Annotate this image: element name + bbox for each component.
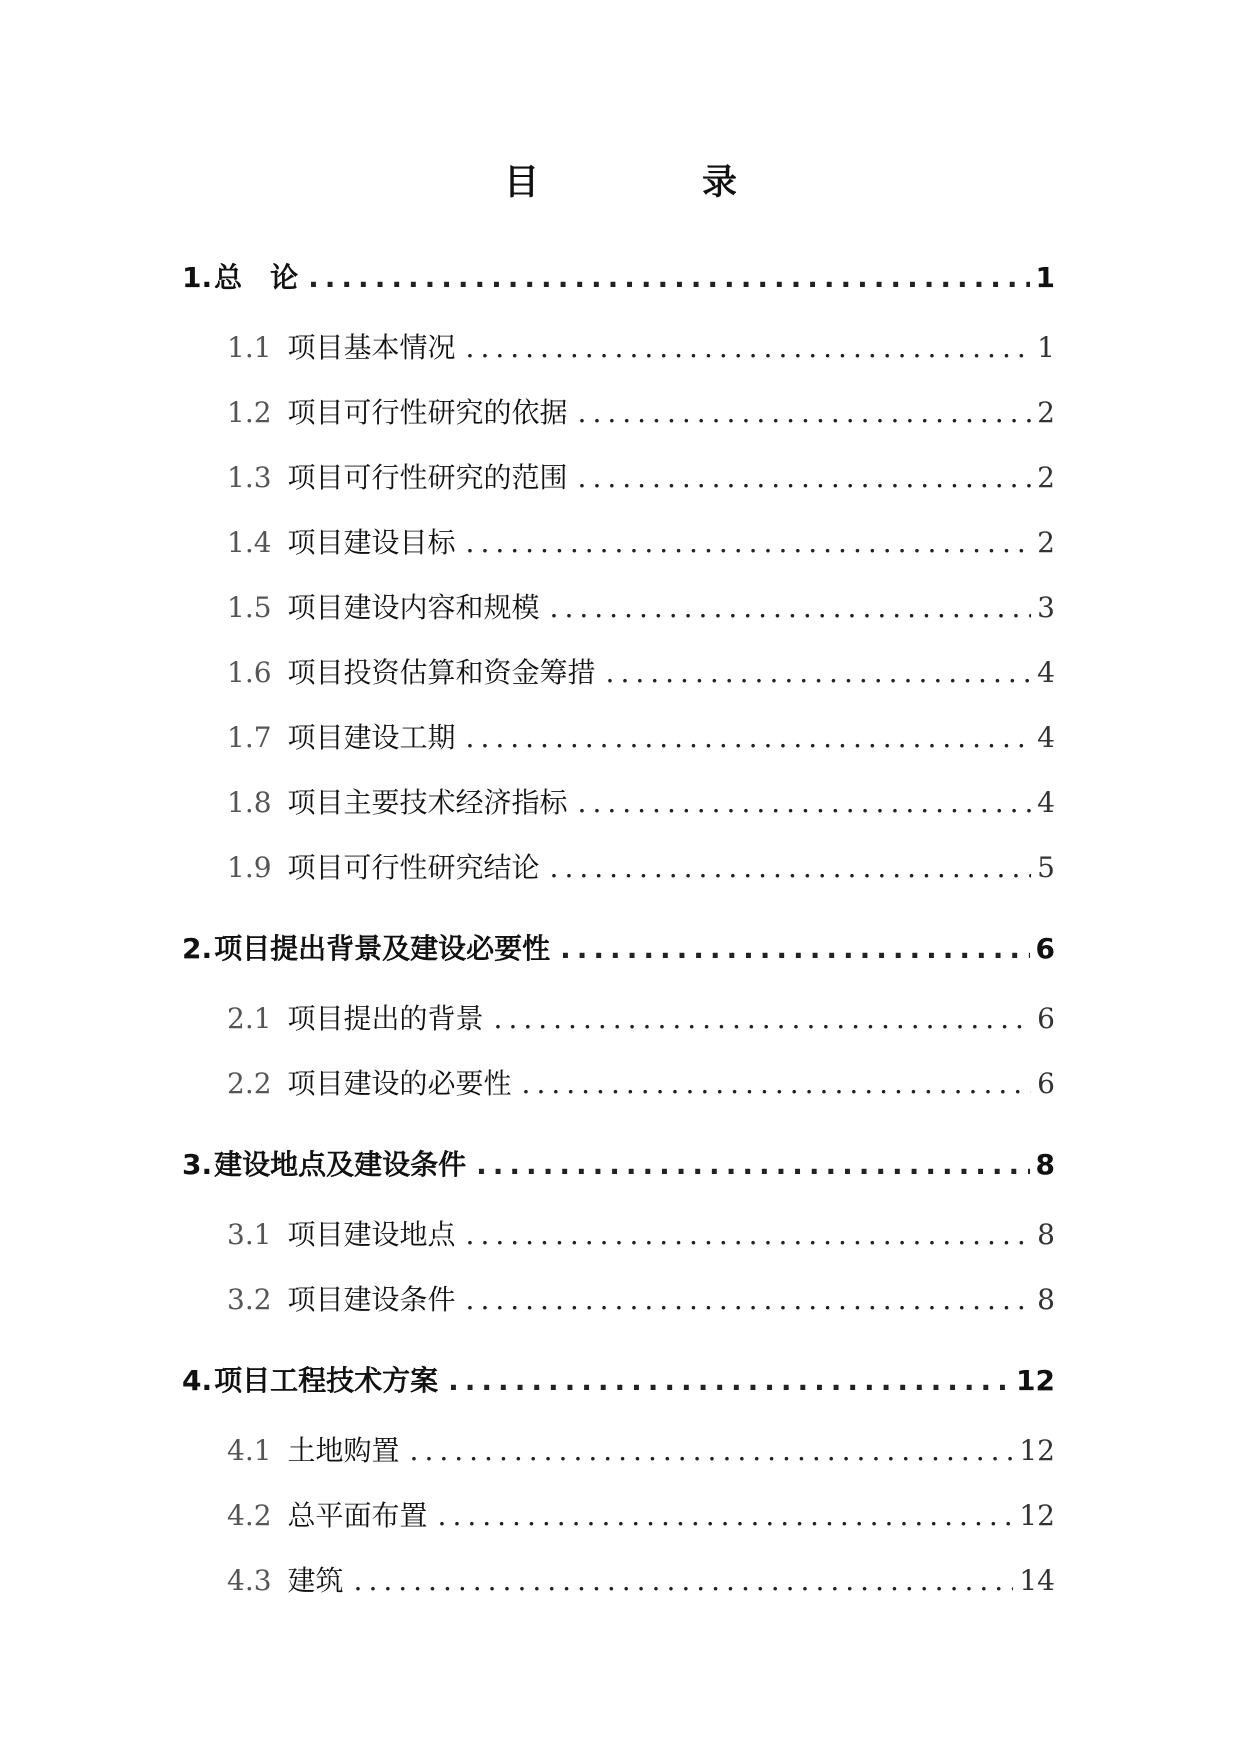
toc-entry-number: 1.8 [227, 786, 272, 819]
toc-title: 目 录 [503, 163, 801, 203]
dot-leader [466, 1215, 1032, 1255]
toc-entry-page: 8 [1037, 1283, 1055, 1316]
toc-entry-text: 项目建设地点 [287, 1218, 456, 1251]
toc-entry-1-8[interactable] [227, 783, 1055, 823]
toc-entry-text: 项目建设内容和规模 [287, 591, 540, 624]
toc-entry-2-2[interactable] [227, 1064, 1055, 1104]
dot-leader [308, 258, 1029, 298]
toc-entry-number: 1.6 [227, 656, 272, 689]
toc-entry-text: 建筑 [287, 1564, 344, 1597]
toc-entry-1-1[interactable] [227, 328, 1055, 368]
toc-entry-text: 项目主要技术经济指标 [287, 786, 568, 819]
toc-entry-number: 1.9 [227, 851, 272, 884]
toc-entry-number: 3. [182, 1148, 213, 1181]
dot-leader [578, 783, 1032, 823]
toc-entry-page: 5 [1037, 851, 1055, 884]
toc-entry-page: 8 [1037, 1218, 1055, 1251]
toc-entry-1-4[interactable] [227, 523, 1055, 563]
toc-entry-number: 1. [182, 261, 213, 294]
dot-leader [606, 653, 1032, 693]
toc-entry-page: 4 [1037, 786, 1055, 819]
toc-entry-number: 3.2 [227, 1283, 272, 1316]
toc-entry-1-6[interactable] [227, 653, 1055, 693]
toc-entry-page: 2 [1037, 461, 1055, 494]
toc-entry-number: 2.2 [227, 1067, 272, 1100]
toc-entry-number: 4.3 [227, 1564, 272, 1597]
dot-leader [494, 999, 1032, 1039]
toc-entry-2-1[interactable] [227, 999, 1055, 1039]
toc-entry-page: 1 [1035, 261, 1055, 294]
toc-entry-text: 总 论 [214, 261, 299, 294]
toc-entry-text: 建设地点及建设条件 [214, 1148, 467, 1181]
toc-entry-page: 8 [1035, 1148, 1055, 1181]
toc-entry-number: 2. [182, 932, 213, 965]
toc-entry-text: 项目可行性研究的范围 [287, 461, 568, 494]
dot-leader [550, 588, 1032, 628]
dot-leader [476, 1145, 1029, 1185]
toc-entry-number: 1.3 [227, 461, 272, 494]
toc-entry-text: 项目基本情况 [287, 331, 456, 364]
toc-entry-page: 4 [1037, 721, 1055, 754]
toc-entry-4-2[interactable] [227, 1496, 1055, 1536]
toc-entry-number: 1.1 [227, 331, 272, 364]
toc-entry-page: 6 [1035, 932, 1055, 965]
toc-entry-text: 项目建设的必要性 [287, 1067, 512, 1100]
toc-entry-text: 项目提出的背景 [287, 1002, 484, 1035]
toc-entry-page: 6 [1037, 1002, 1055, 1035]
toc-entry-number: 1.5 [227, 591, 272, 624]
dot-leader [466, 718, 1032, 758]
dot-leader [550, 848, 1032, 888]
toc-entry-page: 3 [1037, 591, 1055, 624]
dot-leader [578, 393, 1032, 433]
toc-entry-number: 3.1 [227, 1218, 272, 1251]
dot-leader [560, 929, 1029, 969]
toc-entry-text: 项目建设工期 [287, 721, 456, 754]
toc-entry-3-2[interactable] [227, 1280, 1055, 1320]
toc-entry-number: 2.1 [227, 1002, 272, 1035]
dot-leader [410, 1431, 1014, 1471]
toc-entry-page: 14 [1019, 1564, 1055, 1597]
toc-entry-number: 4. [182, 1364, 213, 1397]
toc-entry-text: 项目可行性研究的依据 [287, 396, 568, 429]
toc-entry-page: 4 [1037, 656, 1055, 689]
toc-entry-number: 4.1 [227, 1434, 272, 1467]
dot-leader [448, 1361, 1010, 1401]
toc-entry-1-5[interactable] [227, 588, 1055, 628]
toc-entry-1-7[interactable] [227, 718, 1055, 758]
toc-entry-page: 12 [1019, 1434, 1055, 1467]
toc-entry-text: 项目提出背景及建设必要性 [214, 932, 551, 965]
toc-entry-chapter-3[interactable] [182, 1145, 1055, 1185]
toc-entry-text: 总平面布置 [287, 1499, 428, 1532]
toc-entry-page: 6 [1037, 1067, 1055, 1100]
dot-leader [522, 1064, 1032, 1104]
toc-entry-number: 1.7 [227, 721, 272, 754]
toc-entry-text: 项目投资估算和资金筹措 [287, 656, 596, 689]
toc-entry-1-9[interactable] [227, 848, 1055, 888]
toc-entry-page: 12 [1016, 1364, 1055, 1397]
toc-entry-1-2[interactable] [227, 393, 1055, 433]
dot-leader [438, 1496, 1014, 1536]
toc-entry-number: 4.2 [227, 1499, 272, 1532]
toc-entry-page: 1 [1037, 331, 1055, 364]
dot-leader [466, 523, 1032, 563]
toc-entry-4-3[interactable] [227, 1561, 1055, 1601]
toc-entry-number: 1.4 [227, 526, 272, 559]
toc-entry-1-3[interactable] [227, 458, 1055, 498]
dot-leader [466, 1280, 1032, 1320]
toc-entry-chapter-1[interactable] [182, 258, 1055, 298]
toc-entry-text: 项目工程技术方案 [214, 1364, 439, 1397]
toc-entry-text: 土地购置 [287, 1434, 400, 1467]
toc-entry-text: 项目建设目标 [287, 526, 456, 559]
dot-leader [578, 458, 1032, 498]
toc-entry-text: 项目可行性研究结论 [287, 851, 540, 884]
toc-entry-4-1[interactable] [227, 1431, 1055, 1471]
toc-entry-number: 1.2 [227, 396, 272, 429]
toc-entry-chapter-2[interactable] [182, 929, 1055, 969]
dot-leader [354, 1561, 1014, 1601]
toc-entry-text: 项目建设条件 [287, 1283, 456, 1316]
toc-entry-page: 12 [1019, 1499, 1055, 1532]
toc-entry-page: 2 [1037, 526, 1055, 559]
toc-entry-chapter-4[interactable] [182, 1361, 1055, 1401]
toc-entry-page: 2 [1037, 396, 1055, 429]
dot-leader [466, 328, 1032, 368]
toc-entry-3-1[interactable] [227, 1215, 1055, 1255]
